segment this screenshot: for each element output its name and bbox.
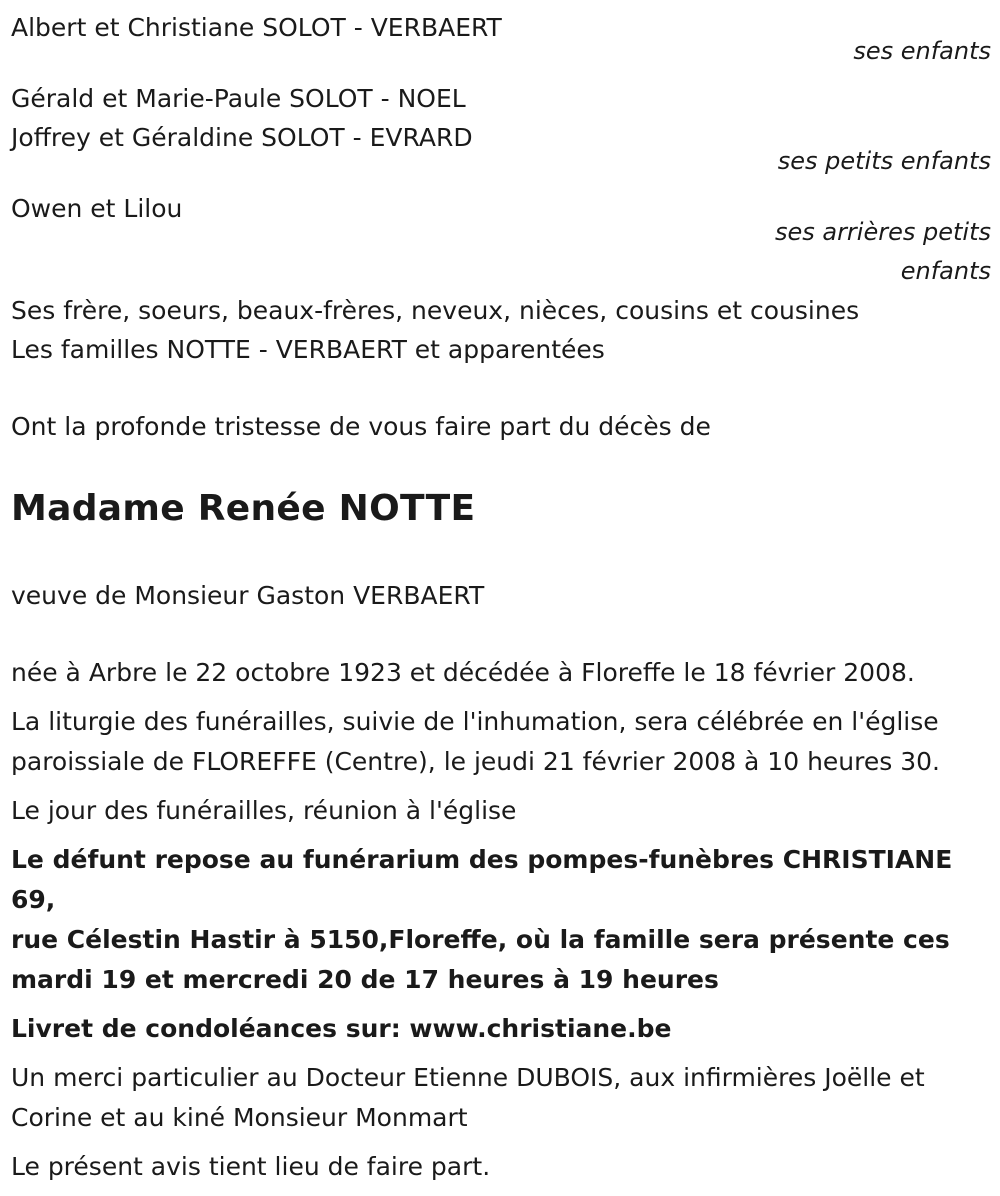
text-line: Le présent avis tient lieu de faire part. [11, 1152, 491, 1181]
family-great-grandchildren-section [11, 189, 991, 291]
text-line: La liturgie des funérailles, suivie de l'inhumation, sera célébrée en l'église [11, 707, 939, 736]
family-member-line: Albert et Christiane SOLOT - VERBAERT [11, 13, 502, 42]
family-member-line: Joffrey et Géraldine SOLOT - EVRARD [11, 123, 473, 152]
liturgy-text [11, 702, 991, 782]
closing-text [11, 1147, 991, 1187]
text-line: rue Célestin Hastir à 5150,Floreffe, où la famille sera présente ces [11, 925, 950, 954]
text-line: née à Arbre le 22 octobre 1923 et décédée à Floreffe le 18 février 2008. [11, 658, 915, 687]
text-line: Un merci particulier au Docteur Etienne DUBOIS, aux infirmières Joëlle et [11, 1063, 925, 1092]
deceased-name: Madame Renée NOTTE [11, 488, 476, 529]
relation-label: ses arrières petits [774, 218, 991, 246]
thanks-text [11, 1058, 991, 1138]
family-others-section [11, 291, 991, 369]
text-line: mardi 19 et mercredi 20 de 17 heures à 19 heures [11, 965, 719, 994]
family-member-line: Les familles NOTTE - VERBAERT et apparentées [11, 335, 605, 364]
text-line: paroissiale de FLOREFFE (Centre), le jeudi 21 février 2008 à 10 heures 30. [11, 747, 940, 776]
relation-label: ses enfants [853, 37, 991, 65]
obituary-notice [11, 8, 991, 1196]
text-line: Livret de condoléances sur: www.christiane.be [11, 1014, 672, 1043]
family-grandchildren-section [11, 79, 991, 181]
text-line: Corine et au kiné Monsieur Monmart [11, 1103, 468, 1132]
birth-death-text [11, 653, 991, 693]
family-member-line: Gérald et Marie-Paule SOLOT - NOEL [11, 84, 466, 113]
family-member-line: Owen et Lilou [11, 194, 183, 223]
family-children-section [11, 8, 991, 71]
relation-label: enfants [900, 257, 991, 285]
text-line: Le défunt repose au funérarium des pompes-funèbres CHRISTIANE 69, [11, 845, 953, 914]
meeting-text [11, 791, 991, 831]
spouse-text: veuve de Monsieur Gaston VERBAERT [11, 581, 485, 610]
family-member-line: Ses frère, soeurs, beaux-frères, neveux, nièces, cousins et cousines [11, 296, 860, 325]
relation-label: ses petits enfants [777, 147, 991, 175]
condolences-text [11, 1009, 991, 1049]
text-line: Le jour des funérailles, réunion à l'église [11, 796, 517, 825]
funerarium-text [11, 840, 991, 1000]
intro-text: Ont la profonde tristesse de vous faire part du décès de [11, 412, 711, 441]
